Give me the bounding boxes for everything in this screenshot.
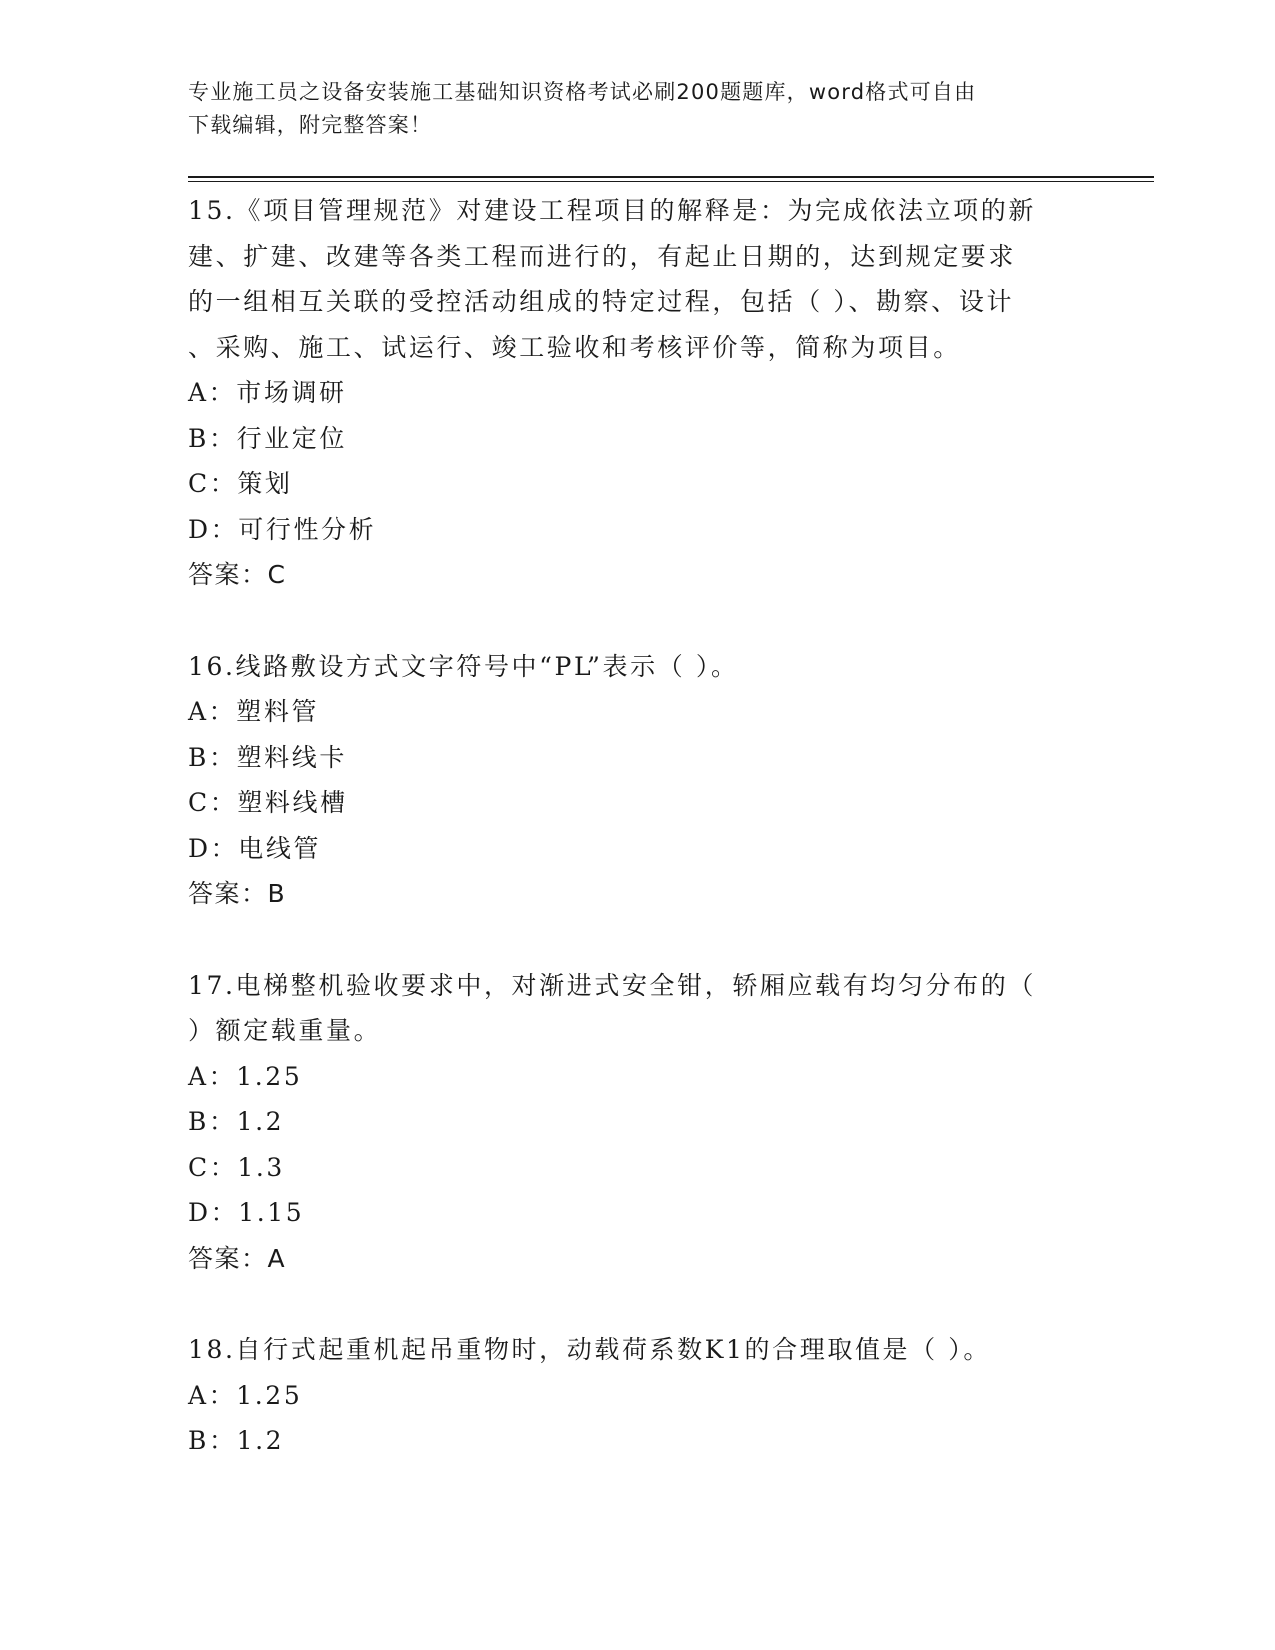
question-stem-line: 建、扩建、改建等各类工程而进行的，有起止日期的，达到规定要求 bbox=[188, 241, 1017, 271]
option-c: C：塑料线槽 bbox=[188, 788, 348, 817]
question-stem-line: 的一组相互关联的受控活动组成的特定过程，包括（ ）、勘察、设计 bbox=[188, 287, 1015, 316]
header-divider bbox=[188, 176, 1154, 178]
question-list bbox=[188, 188, 1088, 1464]
question-stem-line: 16.线路敷设方式文字符号中“PL”表示（ ）。 bbox=[188, 651, 739, 681]
question-stem-line: 18.自行式起重机起吊重物时，动载荷系数K1的合理取值是（ ）。 bbox=[188, 1335, 991, 1364]
question-16 bbox=[188, 644, 1088, 917]
header-line: 专业施工员之设备安装施工基础知识资格考试必刷200题题库，word格式可自由 bbox=[188, 80, 977, 104]
option-c: C：1.3 bbox=[188, 1152, 285, 1182]
option-a: A：1.25 bbox=[188, 1380, 303, 1410]
option-c: C：策划 bbox=[188, 469, 293, 498]
answer: 答案：B bbox=[188, 879, 287, 908]
question-18 bbox=[188, 1327, 1088, 1464]
header-divider-thin bbox=[188, 181, 1154, 182]
question-stem-line: 、采购、施工、试运行、竣工验收和考核评价等，简称为项目。 bbox=[188, 332, 961, 362]
question-15 bbox=[188, 188, 1088, 598]
option-b: B：1.2 bbox=[188, 1426, 285, 1455]
document-header bbox=[188, 76, 1088, 142]
option-a: A：1.25 bbox=[188, 1061, 303, 1091]
question-stem-line: ）额定载重量。 bbox=[188, 1016, 382, 1045]
option-a: A：塑料管 bbox=[188, 697, 320, 726]
question-17 bbox=[188, 963, 1088, 1282]
option-b: B：塑料线卡 bbox=[188, 742, 347, 772]
option-a: A：市场调研 bbox=[188, 378, 347, 407]
answer: 答案：A bbox=[188, 1243, 287, 1273]
option-b: B：1.2 bbox=[188, 1107, 285, 1136]
answer: 答案：C bbox=[188, 560, 287, 589]
option-d: D：1.15 bbox=[188, 1198, 305, 1227]
header-line: 下载编辑，附完整答案！ bbox=[188, 113, 433, 137]
option-b: B：行业定位 bbox=[188, 423, 347, 453]
question-stem-line: 17.电梯整机验收要求中，对渐进式安全钳，轿厢应载有均匀分布的（ bbox=[188, 970, 1036, 1000]
option-d: D：可行性分析 bbox=[188, 514, 377, 544]
option-d: D：电线管 bbox=[188, 833, 322, 863]
question-stem-line: 15.《项目管理规范》对建设工程项目的解释是：为完成依法立项的新 bbox=[188, 196, 1036, 225]
